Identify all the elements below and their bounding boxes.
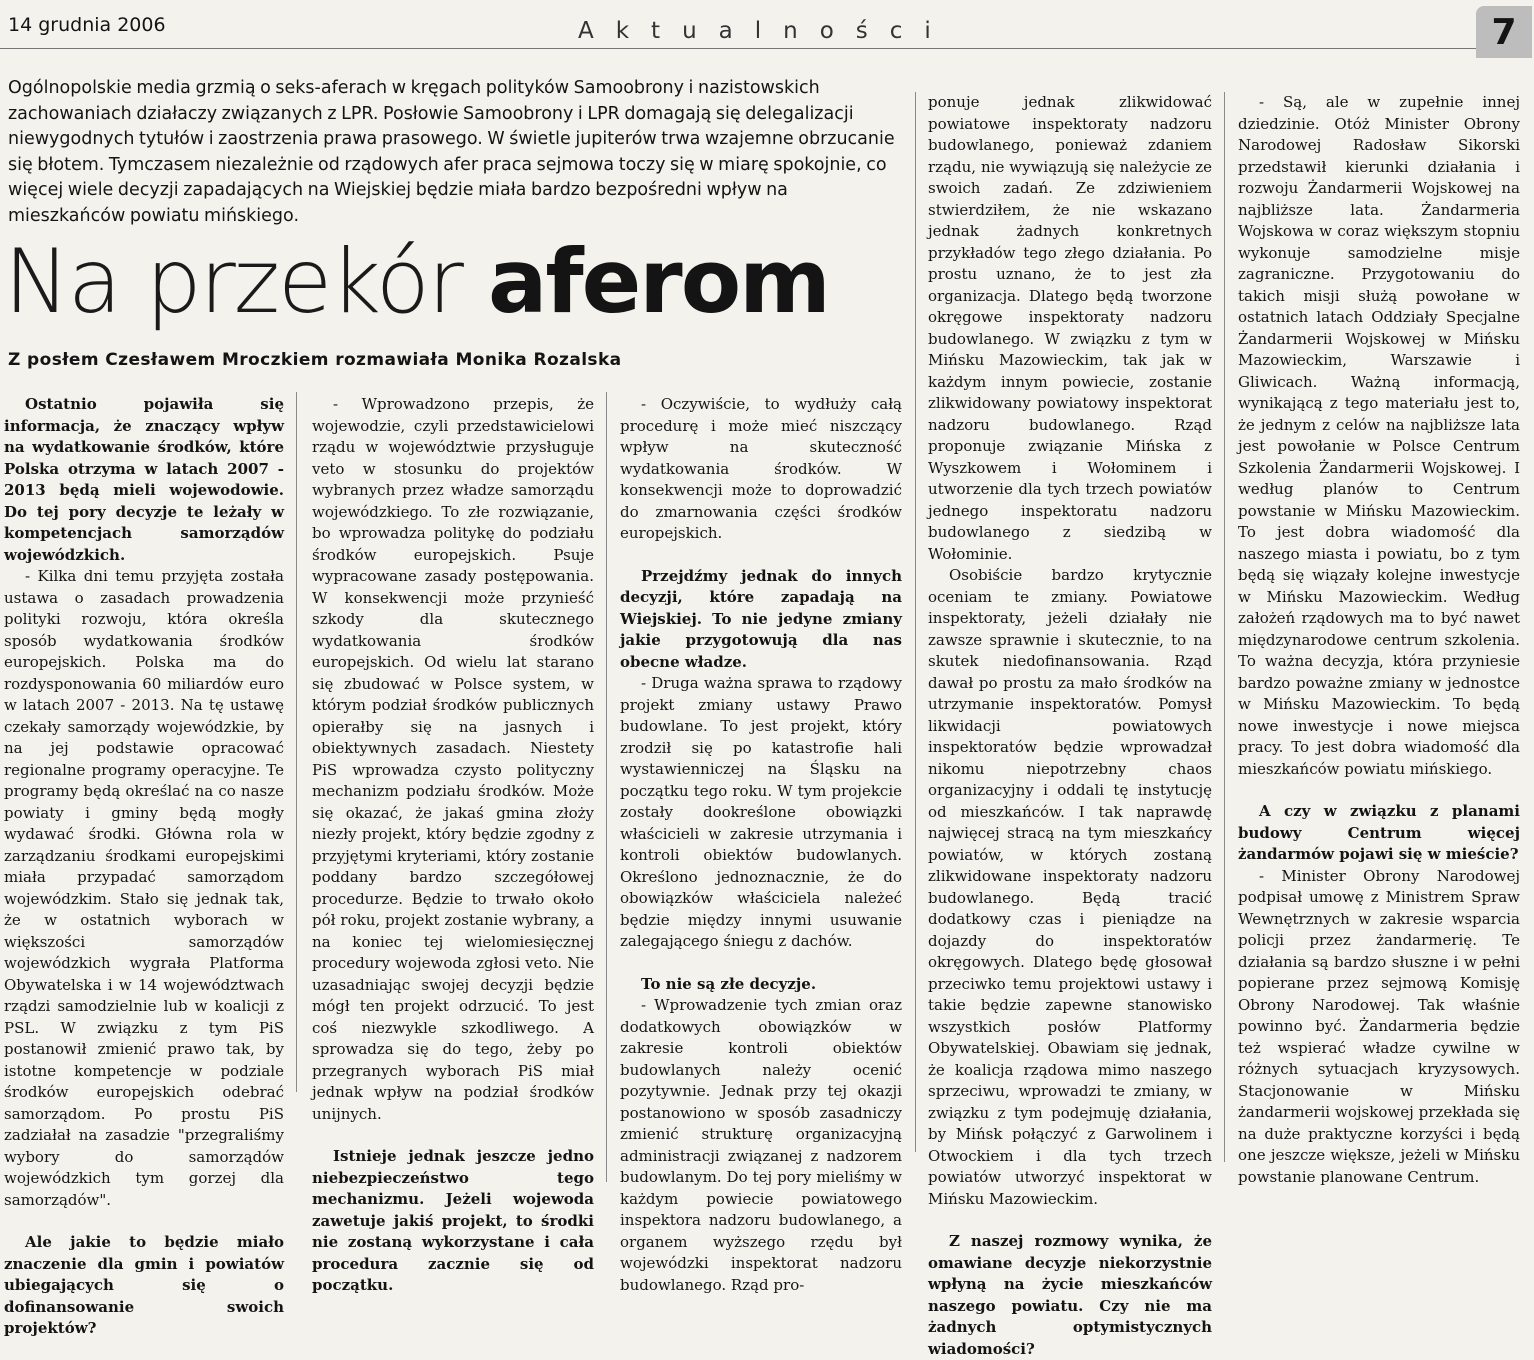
text-column-5	[1238, 92, 1520, 1199]
text-column-4	[928, 92, 1212, 1358]
interview-question: Istnieje jednak jeszcze jedno niebezpieczeństwo tego mechanizmu. Jeżeli wojewoda zawetuje jakiś projekt, to środki nie zostaną wykorzystane i cała procedura zacznie się od początku.	[312, 1147, 594, 1294]
interview-question: Przejdźmy jednak do innych decyzji, które zapadają na Wiejskiej. To nie jedyne zmiany jakie przygotowują dla nas obecne władze.	[620, 566, 902, 671]
paragraph-gap	[620, 953, 902, 974]
text-column-3	[620, 394, 902, 1294]
interview-answer: ponuje jednak zlikwidować powiatowe inspektoraty nadzoru budowlanego, ponieważ zdaniem rządu, nie wywiązują się należycie ze swoich zadań. Ze zdziwieniem stwierdziłem, że nie wskazano jednak żadnych konkretnych przykładów tego złego działania. Po prostu uznano, że to jest zła organizacja. Dlatego będą tworzone okręgowe inspektoraty nadzoru budowlanego. W związku z tym w Mińsku Mazowieckim, tak jak w każdym innym powiecie, zostanie zlikwidowany powiatowy inspektorat nadzoru budowlanego. Rząd proponuje związanie Mińska z Wyszkowem i Wołominem i utworzenie dla tych trzech powiatów jednego inspektoratu nadzoru budowlanego z siedzibą w Wołominie.	[928, 93, 1212, 563]
section-name: Aktualności	[578, 18, 953, 44]
interview-question: Ale jakie to będzie miało znaczenie dla gmin i powiatów ubiegających się o dofinansowanie swoich projektów?	[4, 1233, 284, 1337]
paragraph-gap	[928, 1210, 1212, 1231]
paragraph-gap	[1238, 780, 1520, 801]
interview-answer: - Kilka dni temu przyjęta została ustawa o zasadach prowadzenia polityki rozwoju, która określa sposób wydatkowania środków europejskich. Polska ma do rozdysponowania 60 miliardów euro w latach 2007 - 2013. Na tę ustawę czekały samorządy wojewódzkie, by na jej podstawie opracować regionalne programy operacyjne. Te programy będą określać na co nasze powiaty i gminy będą mogły wydawać środki. Główna rola w zarządzaniu środkami europejskimi miała przypadać samorządom wojewódzkim. Stało się jednak tak, że w ostatnich wyborach w większości samorządów wojewódzkich wygrała Platforma Obywatelska i w 14 województwach rządzi samodzielnie lub w koalicji z PSL. W związku z tym PiS postanowił zmienić prawo tak, by istotne kompetencje w podziale środków europejskich odebrać samorządom. Po prostu PiS zadziałał na zasadzie "przegraliśmy wybory do samorządów wojewódzkich tym gorzej dla samorządów".	[4, 567, 284, 1209]
interview-answer: - Wprowadzenie tych zmian oraz dodatkowych obowiązków w zakresie kontroli obiektów budowlanych należy ocenić pozytywnie. Jednak przy tej okazji postanowiono w sposób zasadniczy zmienić strukturę organizacyjną administracji związanej z nadzorem budowlanym. Do tej pory mieliśmy w każdym powiecie powiatowego inspektora nadzoru budowlanego, a organem wyższego rzędu był wojewódzki inspektorat nadzoru budowlanego. Rząd pro-	[620, 996, 902, 1294]
column-divider	[296, 392, 297, 1092]
interview-answer: Osobiście bardzo krytycznie oceniam te zmiany. Powiatowe inspektoraty, jeżeli działały nie zawsze sprawnie i skutecznie, to na skutek niedofinansowania. Rząd dawał po prostu za mało środków na utrzymanie inspektoratów. Pomysł likwidacji powiatowych inspektoratów będzie wprowadzał nikomu niepotrzebny chaos organizacyjny i oddali tę instytucję od mieszkańców. I tak naprawdę najwięcej stracą na tym mieszkańcy powiatów, w których zostaną zlikwidowane inspektoraty nadzoru budowlanego. Będą tracić dodatkowy czas i pieniądze na dojazdy do inspektoratów okręgowych. Dlatego będę głosował przeciwko temu projektowi ustawy i takie będzie zapewne stanowisko wszystkich posłów Platformy Obywatelskiej. Obawiam się jednak, że koalicja rządowa mimo naszego sprzeciwu, wprowadzi te zmiany, w związku z tym podejmuję działania, by Mińsk połączyć z Garwolinem i Otwockiem i dla tych trzech powiatów utworzyć inspektorat w Mińsku Mazowieckim.	[928, 566, 1212, 1208]
interview-question: Z naszej rozmowy wynika, że omawiane decyzje niekorzystnie wpłyną na życie mieszkańców naszego powiatu. Czy nie ma żadnych optymistycznych wiadomości?	[928, 1232, 1212, 1358]
interview-question: To nie są złe decyzje.	[641, 974, 817, 993]
interview-answer: - Druga ważna sprawa to rządowy projekt zmiany ustawy Prawo budowlane. To jest projekt, który zrodził się po katastrofie hali wystawienniczej na Śląsku na początku tego roku. W tym projekcie zostały dookreślone obowiązki właścicieli w zakresie utrzymania i kontroli obiektów budowlanych. Określono jednoznacznie, że do obowiązków właściciela należeć będzie między innymi usuwanie zalegającego śniegu z dachów.	[620, 674, 902, 950]
paragraph-gap	[4, 1211, 284, 1232]
article-title	[4, 232, 909, 332]
article-byline: Z posłem Czesławem Mroczkiem rozmawiała Monika Rozalska	[8, 350, 622, 370]
paragraph-gap	[620, 545, 902, 566]
issue-date: 14 grudnia 2006	[8, 14, 166, 36]
interview-question: A czy w związku z planami budowy Centrum więcej żandarmów pojawi się w mieście?	[1238, 802, 1520, 863]
paragraph-gap	[312, 1125, 594, 1146]
interview-answer: - Minister Obrony Narodowej podpisał umowę z Ministrem Spraw Wewnętrznych w zakresie wsparcia policji przez żandarmerię. Te działania są bardzo słuszne i w pełni popierane przez sejmową Komisję Obrony Narodowej. Tak właśnie powinno być. Żandarmeria będzie też wspierać władze cywilne w różnych sytuacjach kryzysowych. Stacjonowanie w Mińsku żandarmerii wojskowej przekłada się na duże praktyczne korzyści i będą one jeszcze większe, jeżeli w Mińsku powstanie planowane Centrum.	[1238, 866, 1520, 1186]
column-divider	[1224, 92, 1225, 1162]
article-title-bold: aferom	[487, 230, 829, 333]
interview-question: Ostatnio pojawiła się informacja, że znaczący wpływ na wydatkowanie środków, które Polska otrzyma w latach 2007 - 2013 będą mieli wojewodowie. Do tej pory decyzje te leżały w kompetencjach samorządów wojewódzkich.	[4, 395, 284, 564]
article-lead: Ogólnopolskie media grzmią o seks-aferach w kręgach polityków Samoobrony i nazistowskich zachowaniach działaczy związanych z LPR. Posłowie Samoobrony i LPR domagają się delegalizacji niewygodnych tytułów i zaostrzenia prawa prasowego. W świetle jupiterów trwa wzajemne obrzucanie się błotem. Tymczasem niezależnie od rządowych afer praca sejmowa toczy się w miarę spokojnie, co więcej wiele decyzji zapadających na Wiejskiej będzie miała bardzo bezpośredni wpływ na mieszkańców powiatu mińskiego.	[8, 78, 895, 226]
column-divider	[915, 92, 916, 1152]
text-column-1	[4, 394, 284, 1337]
page-number: 7	[1476, 6, 1532, 58]
interview-answer: - Oczywiście, to wydłuży całą procedurę i może mieć niszczący wpływ na skuteczność wydatkowania środków. W konsekwencji może to doprowadzić do zmarnowania części środków europejskich.	[620, 395, 902, 542]
header-rule	[0, 48, 1480, 49]
text-column-2	[312, 394, 594, 1294]
column-divider	[606, 392, 607, 1182]
article-title-light: Na przekór	[4, 230, 462, 333]
interview-answer: - Są, ale w zupełnie innej dziedzinie. Otóż Minister Obrony Narodowej Radosław Sikorski przedstawił kierunki działania i rozwoju Żandarmerii Wojskowej na najbliższe lata. Żandarmeria Wojskowa w coraz większym stopniu wykonuje samodzielne misje zagraniczne. Przygotowaniu do takich misji służą powołane w ostatnich latach Oddziały Specjalne Żandarmerii Wojskowej w Mińsku Mazowieckim, Warszawie i Gliwicach. Ważną informacją, wynikającą z tego materiału jest to, że jednym z celów na najbliższe lata jest powołanie w Polsce Centrum Szkolenia Żandarmerii Wojskowej. I według planów to Centrum powstanie w Mińsku Mazowieckim. To jest dobra wiadomość dla naszego miasta i powiatu, bo z tym będą się wiązały kolejne inwestycje w Mińsku Mazowieckim. Według założeń rządowych ma to być nawet międzynarodowe centrum szkolenia. To ważna decyzja, która przyniesie bardzo poważne zmiany w jednostce w Mińsku Mazowieckim. To będą nowe inwestycje i nowe miejsca pracy. To jest dobra wiadomość dla mieszkańców powiatu mińskiego.	[1238, 93, 1520, 778]
interview-answer: - Wprowadzono przepis, że wojewodzie, czyli przedstawicielowi rządu w województwie przysługuje veto w stosunku do projektów wybranych przez władze samorządu wojewódzkiego. To złe rozwiązanie, bo wprowadza politykę do podziału środków europejskich. Psuje wypracowane zasady postępowania. W konsekwencji może przynieść szkody dla skutecznego wydatkowania środków europejskich. Od wielu lat starano się zbudować w Polsce system, w którym podział środków publicznych opierałby się na jasnych i obiektywnych zasadach. Niestety PiS wprowadza czysto polityczny mechanizm podziału środków. Może się okazać, że jakaś gmina złoży niezły projekt, który będzie zgodny z przyjętymi kryteriami, który zostanie poddany bardzo szczegółowej procedurze. Będzie to trwało około pół roku, projekt zostanie wybrany, a na koniec tej wielomiesięcznej procedury wojewoda zgłosi veto. Nie uzasadniając swojej decyzji będzie mógł ten projekt odrzucić. To jest coś niezwykle szkodliwego. A sprowadza się do tego, żeby po przegranych wyborach PiS miał jednak wpływ na podział środków unijnych.	[312, 395, 594, 1123]
